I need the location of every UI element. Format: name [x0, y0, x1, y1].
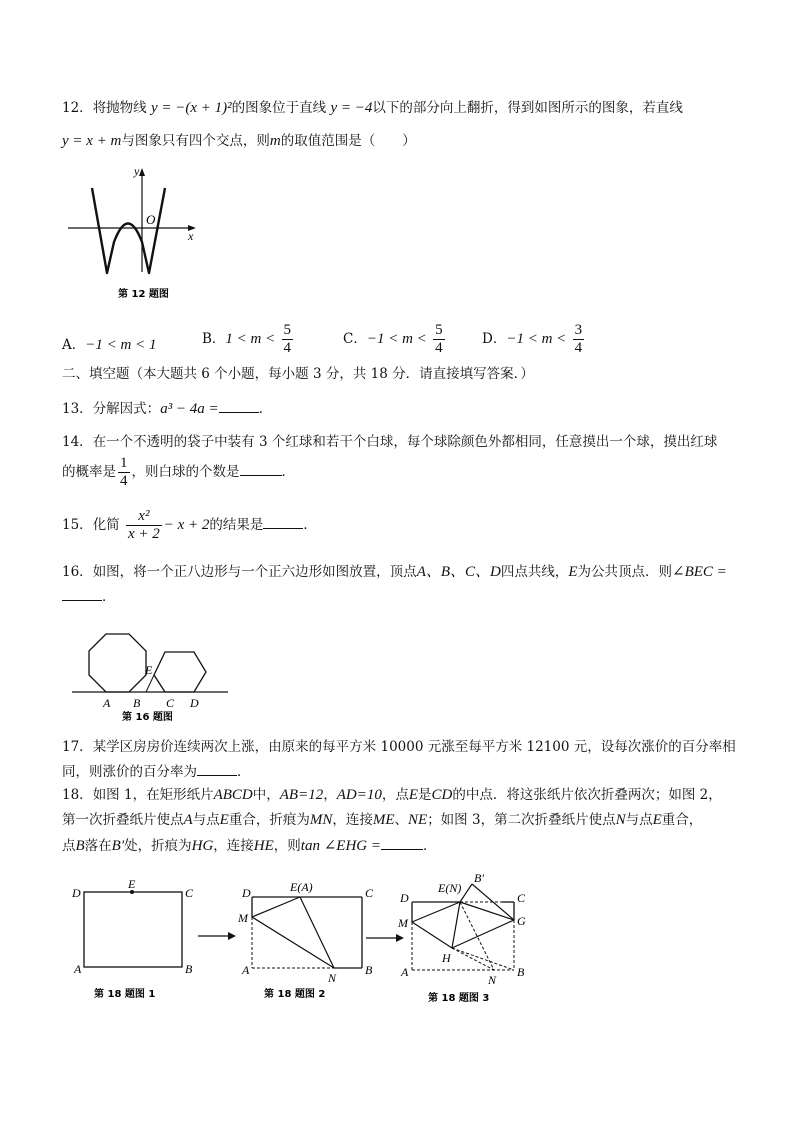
q14-line2: 的概率是 $\frac{1}{4}$ ，则白球的个数是 ． [62, 455, 295, 489]
q16-line2: ． [62, 586, 116, 607]
q16-label-a: A [103, 696, 111, 710]
q12-line1: 12．将抛物线 y = −(x + 1)²的图象位于直线 y = −4以下的部分向上翻折，得到如图所示的图象，若直线 [62, 100, 683, 116]
fig3-label-a: A [401, 965, 409, 979]
q12-axis-y: y [134, 164, 140, 178]
fig1-label-b: B [185, 962, 193, 976]
fig2-label-m: M [238, 911, 248, 925]
q17-line2: 同，则涨价的百分率为 ． [62, 761, 251, 782]
fig3-label-g: G [517, 914, 526, 928]
fig3-label-en: E(N) [438, 881, 462, 895]
q16-label-b: B [133, 696, 141, 710]
q15-answer-blank[interactable] [263, 514, 303, 529]
q16-label-e: E [145, 663, 153, 677]
q12-option-d[interactable]: D．−1 < m < $\frac{3}{4}$ [482, 322, 583, 356]
q17-answer-blank[interactable] [197, 761, 237, 776]
fig3-label-bp: B′ [474, 871, 484, 885]
q15: 15．化简 $\frac{\text{x²}}{x + 2}$ − x + 2的结果是 ． [62, 508, 317, 542]
q13-answer-blank[interactable] [219, 398, 259, 413]
q18-figures [62, 870, 542, 1015]
fig1-label-c: C [185, 886, 194, 900]
fig1-label-d: D [72, 886, 81, 900]
q18-figure-1 [71, 877, 194, 1000]
fig2-label-b: B [365, 963, 373, 977]
q17-line1: 17．某学区房房价连续两次上涨，由原来的每平方米 10000 元涨至每平方米 12100 元，设每次涨价的百分率相 [62, 739, 736, 755]
fig3-label-b: B [517, 965, 525, 979]
q16-label-d: D [190, 696, 199, 710]
q18-answer-blank[interactable] [381, 835, 423, 850]
q12-option-a[interactable]: A．−1 < m < 1 [62, 337, 157, 353]
fig3-label-m: M [398, 916, 408, 930]
fig2-label-d: D [242, 886, 251, 900]
q12-origin: O [146, 212, 156, 227]
q18-figure-3 [397, 871, 526, 1004]
q12-eq1: y = −(x + 1)² [150, 100, 232, 116]
q12-line2: y = x + m与图象只有四个交点，则m的取值范围是（ ） [62, 133, 416, 149]
q13: 13．分解因式：a³ − 4a = ． [62, 398, 272, 419]
fig1-label-a: A [74, 962, 82, 976]
fig1-caption: 第 18 题图 1 [94, 989, 156, 1000]
q16-label-c: C [166, 696, 175, 710]
q12-axis-x: x [188, 229, 194, 243]
fig3-label-c: C [517, 891, 526, 905]
fig2-label-n: N [328, 971, 337, 985]
q18-figure-2 [237, 880, 374, 1000]
q12-figure [62, 160, 212, 305]
q18-line1: 18．如图 1，在矩形纸片ABCD中，AB=12，AD=10，点E是CD的中点．将这张纸片依次折叠两次；如图 2， [62, 787, 722, 803]
q12-eq2: y = −4 [330, 100, 373, 116]
fig3-label-h: H [442, 951, 451, 965]
fig2-label-ea: E(A) [290, 880, 313, 894]
q12-option-c[interactable]: C．−1 < m < $\frac{5}{4}$ [343, 322, 443, 356]
fig1-label-e: E [128, 877, 136, 891]
q16-answer-blank[interactable] [62, 586, 102, 601]
fig3-caption: 第 18 题图 3 [428, 993, 490, 1004]
q12-caption: 第 12 题图 [118, 289, 169, 300]
q14-answer-blank[interactable] [240, 461, 282, 476]
q16-line1: 16．如图，将一个正八边形与一个正六边形如图放置，顶点A、B、C、D四点共线，E为公共顶点．则∠BEC = [62, 564, 727, 580]
section2-heading: 二、填空题（本大题共 6 个小题，每小题 3 分，共 18 分．请直接填写答案．） [62, 366, 534, 382]
fig2-label-c: C [365, 886, 374, 900]
q16-figure [70, 612, 230, 724]
fig2-caption: 第 18 题图 2 [264, 989, 326, 1000]
q14-line1: 14．在一个不透明的袋子中装有 3 个红球和若干个白球，每个球除颜色外都相同，任意摸出一个球，摸出红球 [62, 434, 718, 450]
q18-line2: 第一次折叠纸片使点A与点E重合，折痕为MN，连接ME、NE；如图 3，第二次折叠纸片使点N与点E重合， [62, 812, 703, 828]
q16-caption: 第 16 题图 [122, 712, 173, 723]
fig3-label-n: N [488, 973, 497, 987]
q18-line3: 点B落在B′处，折痕为HG，连接HE，则tan ∠EHG = ． [62, 835, 436, 856]
fig3-label-d: D [400, 891, 409, 905]
fig2-label-a: A [242, 963, 250, 977]
q12-option-b[interactable]: B．1 < m < $\frac{5}{4}$ [202, 322, 292, 356]
